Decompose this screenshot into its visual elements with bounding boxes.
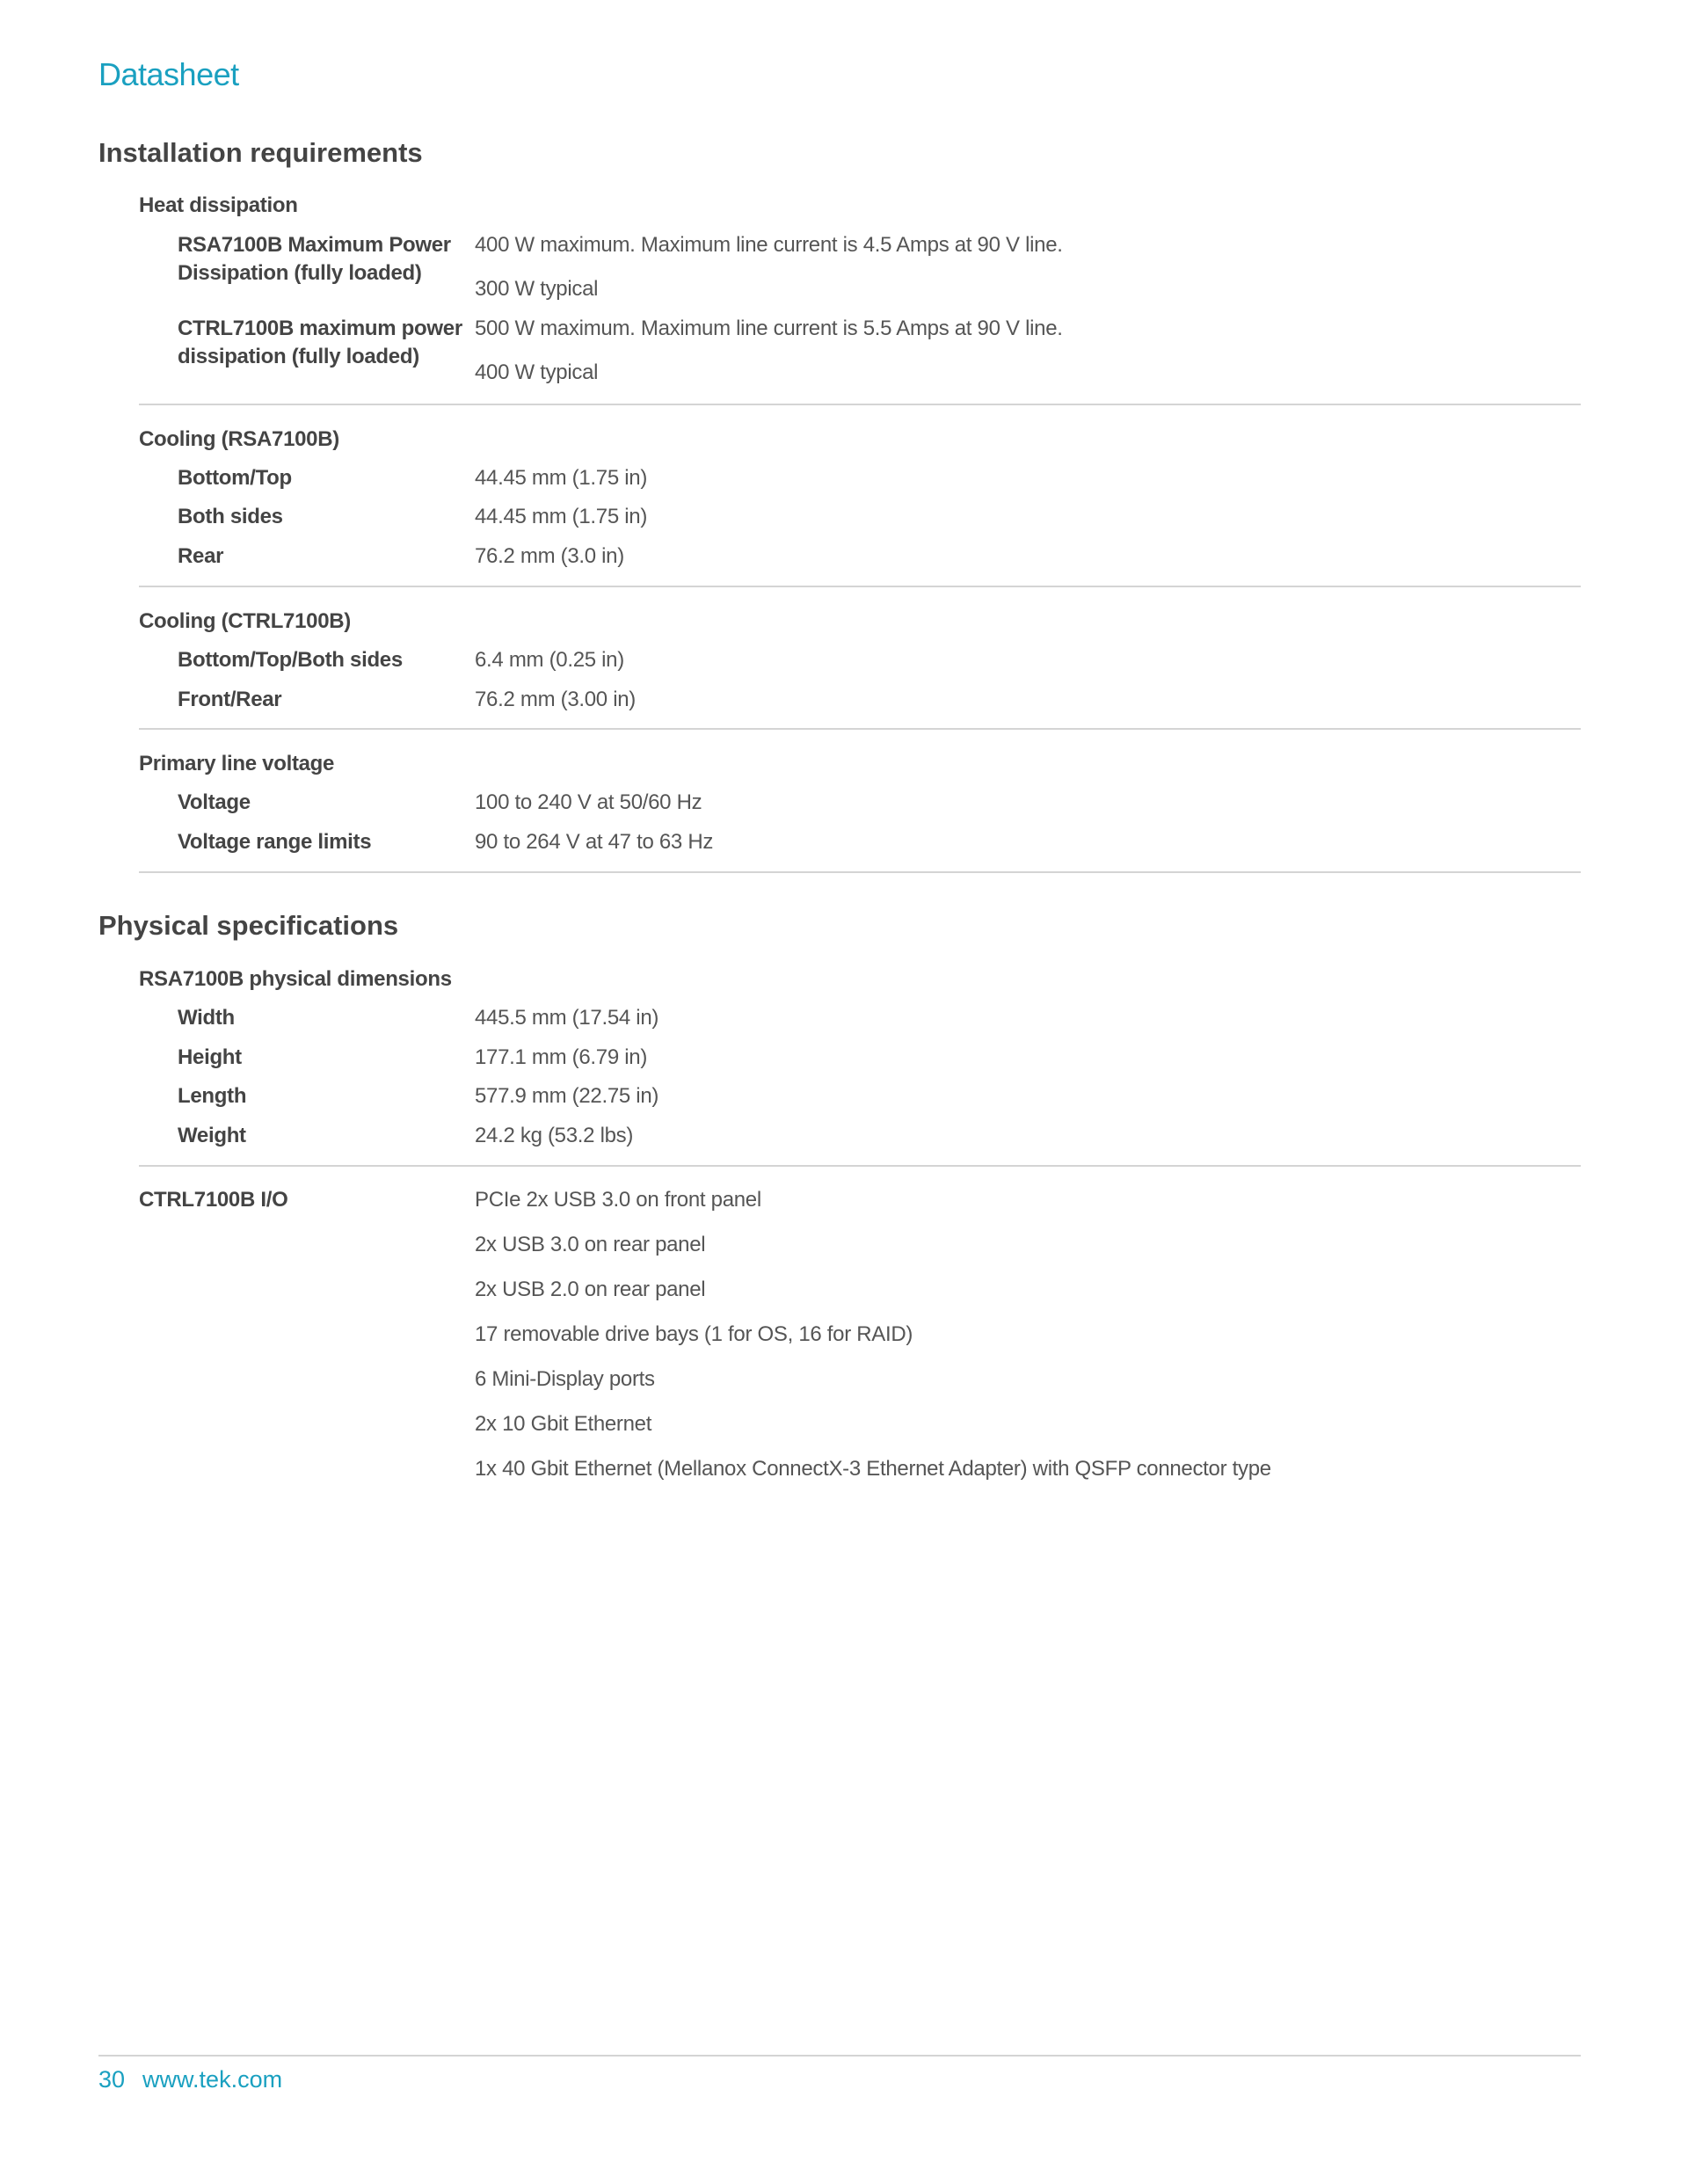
line-voltage-label: Voltage range limits <box>178 830 372 854</box>
ctrl-power-label-line-1: CTRL7100B maximum power <box>178 317 462 340</box>
divider <box>139 1165 1581 1167</box>
cooling-ctrl-heading: Cooling (CTRL7100B) <box>139 609 351 633</box>
rsa-power-label-line-2: Dissipation (fully loaded) <box>178 261 422 285</box>
ctrl-io-value: 2x USB 2.0 on rear panel <box>475 1278 706 1301</box>
cooling-rsa-label: Both sides <box>178 505 283 528</box>
ctrl-power-typical-value: 400 W typical <box>475 360 599 384</box>
line-voltage-value: 90 to 264 V at 47 to 63 Hz <box>475 830 714 854</box>
ctrl-power-max-value: 500 W maximum. Maximum line current is 5.5 Amps at 90 V line. <box>475 317 1063 340</box>
dimension-label: Length <box>178 1084 247 1108</box>
ctrl-io-value: PCIe 2x USB 3.0 on front panel <box>475 1188 761 1212</box>
dimension-label: Weight <box>178 1124 246 1147</box>
cooling-rsa-value: 76.2 mm (3.0 in) <box>475 544 624 568</box>
installation-requirements-heading: Installation requirements <box>98 137 423 168</box>
dimension-value: 24.2 kg (53.2 lbs) <box>475 1124 634 1147</box>
line-voltage-value: 100 to 240 V at 50/60 Hz <box>475 790 702 814</box>
cooling-rsa-heading: Cooling (RSA7100B) <box>139 427 339 451</box>
ctrl-io-value: 6 Mini-Display ports <box>475 1367 655 1391</box>
ctrl-io-value: 2x 10 Gbit Ethernet <box>475 1412 652 1436</box>
cooling-rsa-label: Rear <box>178 544 224 568</box>
heat-dissipation-heading: Heat dissipation <box>139 193 298 217</box>
page-footer <box>98 2066 300 2093</box>
rsa-power-max-value: 400 W maximum. Maximum line current is 4.5 Amps at 90 V line. <box>475 233 1063 257</box>
dimension-label: Height <box>178 1045 242 1069</box>
page-number: 30 <box>98 2066 126 2093</box>
divider <box>139 404 1581 405</box>
cooling-rsa-value: 44.45 mm (1.75 in) <box>475 505 648 528</box>
cooling-ctrl-label: Bottom/Top/Both sides <box>178 648 403 672</box>
cooling-ctrl-value: 6.4 mm (0.25 in) <box>475 648 624 672</box>
divider <box>139 871 1581 873</box>
dimension-label: Width <box>178 1006 235 1030</box>
divider <box>139 728 1581 730</box>
rsa-dimensions-heading: RSA7100B physical dimensions <box>139 967 452 991</box>
ctrl-power-label-line-2: dissipation (fully loaded) <box>178 345 419 368</box>
dimension-value: 445.5 mm (17.54 in) <box>475 1006 659 1030</box>
document-type-label: Datasheet <box>98 56 239 92</box>
ctrl-io-label: CTRL7100B I/O <box>139 1188 288 1212</box>
footer-divider <box>98 2055 1581 2057</box>
cooling-ctrl-value: 76.2 mm (3.00 in) <box>475 688 636 711</box>
cooling-ctrl-label: Front/Rear <box>178 688 282 711</box>
rsa-power-label-line-1: RSA7100B Maximum Power <box>178 233 451 257</box>
primary-line-voltage-heading: Primary line voltage <box>139 752 335 775</box>
line-voltage-label: Voltage <box>178 790 251 814</box>
ctrl-io-value: 1x 40 Gbit Ethernet (Mellanox ConnectX-3 Ethernet Adapter) with QSFP connector type <box>475 1457 1271 1481</box>
dimension-value: 577.9 mm (22.75 in) <box>475 1084 659 1108</box>
footer-url-link[interactable]: www.tek.com <box>142 2066 283 2093</box>
cooling-rsa-value: 44.45 mm (1.75 in) <box>475 466 648 490</box>
ctrl-io-value: 2x USB 3.0 on rear panel <box>475 1233 706 1256</box>
rsa-power-typical-value: 300 W typical <box>475 277 599 301</box>
divider <box>139 586 1581 587</box>
physical-specifications-heading: Physical specifications <box>98 910 399 941</box>
dimension-value: 177.1 mm (6.79 in) <box>475 1045 648 1069</box>
ctrl-io-value: 17 removable drive bays (1 for OS, 16 for RAID) <box>475 1322 913 1346</box>
cooling-rsa-label: Bottom/Top <box>178 466 292 490</box>
